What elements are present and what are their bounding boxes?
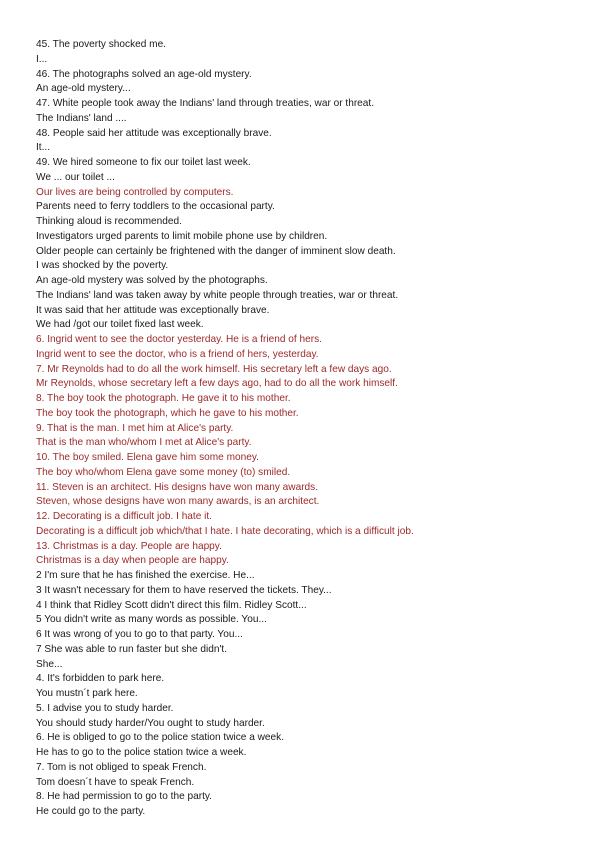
text-line: 5 You didn't write as many words as possible. You... xyxy=(36,614,267,626)
text-line: The boy who/whom Elena gave some money (to) smiled. xyxy=(36,466,291,478)
text-line: Thinking aloud is recommended. xyxy=(36,216,182,227)
text-line: 2 I'm sure that he has finished the exercise. He... xyxy=(36,570,255,581)
text-line: 4 I think that Ridley Scott didn't direct this film. Ridley Scott... xyxy=(36,599,307,611)
text-line: An age-old mystery was solved by the photographs. xyxy=(36,275,268,286)
text-line: 8. He had permission to go to the party. xyxy=(36,791,212,803)
text-line: 8. The boy took the photograph. He gave it to his mother. xyxy=(36,393,291,404)
text-line: 46. The photographs solved an age-old mystery. xyxy=(36,68,252,80)
text-line: 13. Christmas is a day. People are happy. xyxy=(36,540,222,552)
text-line: 45. The poverty shocked me. xyxy=(36,39,166,50)
text-line: Our lives are being controlled by computers. xyxy=(36,186,234,198)
text-line: Mr Reynolds, whose secretary left a few days ago, had to do all the work himself. xyxy=(36,378,398,390)
text-line: She... xyxy=(36,658,63,670)
text-line: 47. White people took away the Indians' land through treaties, war or threat. xyxy=(36,98,375,109)
text-line: Older people can certainly be frightened with the danger of imminent slow death. xyxy=(36,245,396,257)
text-line: Steven, whose designs have won many awards, is an architect. xyxy=(36,496,320,508)
text-line: 6. He is obliged to go to the police station twice a week. xyxy=(36,732,285,744)
text-line: 11. Steven is an architect. His designs have won many awards. xyxy=(36,481,319,493)
text-line: That is the man who/whom I met at Alice's party. xyxy=(36,437,252,449)
text-line: 4. It's forbidden to park here. xyxy=(36,673,165,685)
text-line: Parents need to ferry toddlers to the occasional party. xyxy=(36,201,275,213)
text-line: He could go to the party. xyxy=(36,806,146,817)
text-line: The boy took the photograph, which he gave to his mother. xyxy=(36,407,299,419)
text-line: It... xyxy=(36,142,51,154)
text-line: 6 It was wrong of you to go to that party. You... xyxy=(36,629,243,640)
text-line: 6. Ingrid went to see the doctor yesterday. He is a friend of hers. xyxy=(36,334,322,345)
text-line: 5. I advise you to study harder. xyxy=(36,702,174,714)
text-line: He has to go to the police station twice a week. xyxy=(36,747,247,758)
text-line: An age-old mystery... xyxy=(36,83,131,95)
text-line: Tom doesn´t have to speak French. xyxy=(36,776,195,788)
text-line: I was shocked by the poverty. xyxy=(36,260,169,272)
text-line: 10. The boy smiled. Elena gave him some money. xyxy=(36,452,259,463)
text-line: 49. We hired someone to fix our toilet last week. xyxy=(36,157,251,168)
text-line: We had /got our toilet fixed last week. xyxy=(36,319,204,331)
text-line: 9. That is the man. I met him at Alice's party. xyxy=(36,422,234,434)
text-line: I... xyxy=(36,53,48,65)
text-line: Christmas is a day when people are happy. xyxy=(36,555,229,567)
document-page xyxy=(36,38,576,820)
text-line: 3 It wasn't necessary for them to have reserved the tickets. They... xyxy=(36,584,332,596)
text-line: 12. Decorating is a difficult job. I hate it. xyxy=(36,511,212,522)
text-line: The Indians' land .... xyxy=(36,112,127,124)
text-line: 7. Mr Reynolds had to do all the work himself. His secretary left a few days ago. xyxy=(36,363,392,375)
text-line: 7. Tom is not obliged to speak French. xyxy=(36,761,207,773)
text-line: The Indians' land was taken away by white people through treaties, war or threat. xyxy=(36,289,399,301)
text-line: 7 She was able to run faster but she didn't. xyxy=(36,643,228,655)
text-line: Investigators urged parents to limit mobile phone use by children. xyxy=(36,230,328,242)
text-line: Decorating is a difficult job which/that I hate. I hate decorating, which is a difficult job. xyxy=(36,525,414,537)
text-line: You mustn´t park here. xyxy=(36,688,138,699)
text-line: It was said that her attitude was exceptionally brave. xyxy=(36,304,270,316)
text-line: We ... our toilet ... xyxy=(36,171,115,183)
text-line: You should study harder/You ought to study harder. xyxy=(36,717,265,729)
text-line: Ingrid went to see the doctor, who is a friend of hers, yesterday. xyxy=(36,348,319,360)
text-line: 48. People said her attitude was exceptionally brave. xyxy=(36,127,272,139)
